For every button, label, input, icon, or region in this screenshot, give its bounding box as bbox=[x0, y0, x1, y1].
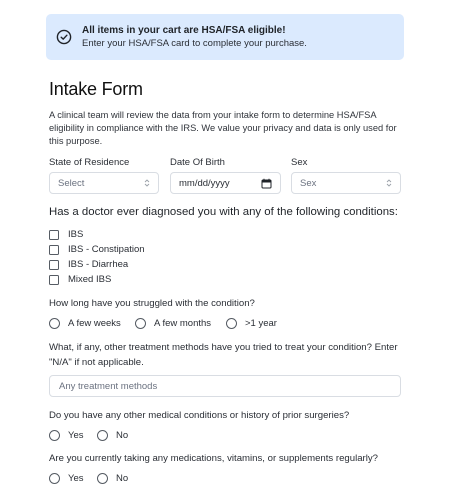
condition-option[interactable] bbox=[49, 244, 145, 255]
dob-label: Date Of Birth bbox=[170, 157, 225, 168]
condition-label: Mixed IBS bbox=[68, 274, 112, 285]
sex-select-value: Sex bbox=[300, 177, 317, 189]
dob-input[interactable] bbox=[170, 172, 281, 194]
radio-button[interactable] bbox=[49, 318, 60, 329]
select-arrows-icon bbox=[386, 178, 392, 188]
state-select-value: Select bbox=[58, 177, 85, 189]
select-arrows-icon bbox=[144, 178, 150, 188]
hsa-fsa-banner bbox=[46, 14, 404, 60]
duration-option[interactable] bbox=[135, 318, 211, 329]
treatments-question: What, if any, other treatment methods have you tried to treat your condition? Enter "N/A" if not applicable. bbox=[49, 342, 398, 368]
check-circle-icon bbox=[56, 29, 72, 45]
history-option[interactable] bbox=[97, 430, 128, 441]
banner-title: All items in your cart are HSA/FSA eligible! bbox=[82, 25, 286, 36]
condition-option[interactable] bbox=[49, 229, 83, 240]
medications-label: No bbox=[116, 473, 129, 484]
medications-option[interactable] bbox=[97, 473, 128, 484]
duration-label: A few months bbox=[154, 318, 212, 329]
duration-label: >1 year bbox=[245, 318, 277, 329]
banner-subtitle: Enter your HSA/FSA card to complete your purchase. bbox=[82, 38, 307, 49]
page-title: Intake Form bbox=[49, 79, 143, 99]
condition-option[interactable] bbox=[49, 259, 128, 270]
medications-label: Yes bbox=[68, 473, 84, 484]
duration-option[interactable] bbox=[49, 318, 121, 329]
state-select[interactable] bbox=[49, 172, 159, 194]
condition-label: IBS - Constipation bbox=[68, 244, 145, 255]
conditions-question: Has a doctor ever diagnosed you with any of the following conditions: bbox=[49, 206, 398, 218]
duration-question: How long have you struggled with the condition? bbox=[49, 298, 255, 309]
checkbox[interactable] bbox=[49, 230, 59, 240]
calendar-icon[interactable] bbox=[261, 178, 272, 189]
medications-option[interactable] bbox=[49, 473, 84, 484]
treatments-placeholder: Any treatment methods bbox=[59, 380, 158, 392]
checkbox[interactable] bbox=[49, 260, 59, 270]
radio-button[interactable] bbox=[226, 318, 237, 329]
form-intro: A clinical team will review the data from your intake form to determine HSA/FSA eligibility in compliance with the IRS. We value your privacy and data is only used for this purpose. bbox=[49, 110, 397, 146]
sex-label: Sex bbox=[291, 157, 308, 168]
duration-option[interactable] bbox=[226, 318, 277, 329]
medications-question: Are you currently taking any medications, vitamins, or supplements regularly? bbox=[49, 453, 379, 464]
state-label: State of Residence bbox=[49, 157, 130, 168]
condition-label: IBS - Diarrhea bbox=[68, 259, 129, 270]
radio-button[interactable] bbox=[97, 430, 108, 441]
radio-button[interactable] bbox=[49, 430, 60, 441]
condition-option[interactable] bbox=[49, 274, 111, 285]
condition-label: IBS bbox=[68, 229, 84, 240]
radio-button[interactable] bbox=[49, 473, 60, 484]
checkbox[interactable] bbox=[49, 245, 59, 255]
history-option[interactable] bbox=[49, 430, 84, 441]
treatments-input[interactable] bbox=[49, 375, 401, 397]
history-label: No bbox=[116, 430, 129, 441]
duration-label: A few weeks bbox=[68, 318, 121, 329]
history-question: Do you have any other medical conditions or history of prior surgeries? bbox=[49, 410, 350, 421]
radio-button[interactable] bbox=[135, 318, 146, 329]
dob-value: mm/dd/yyyy bbox=[179, 177, 230, 189]
checkbox[interactable] bbox=[49, 275, 59, 285]
sex-select[interactable] bbox=[291, 172, 401, 194]
history-label: Yes bbox=[68, 430, 84, 441]
radio-button[interactable] bbox=[97, 473, 108, 484]
